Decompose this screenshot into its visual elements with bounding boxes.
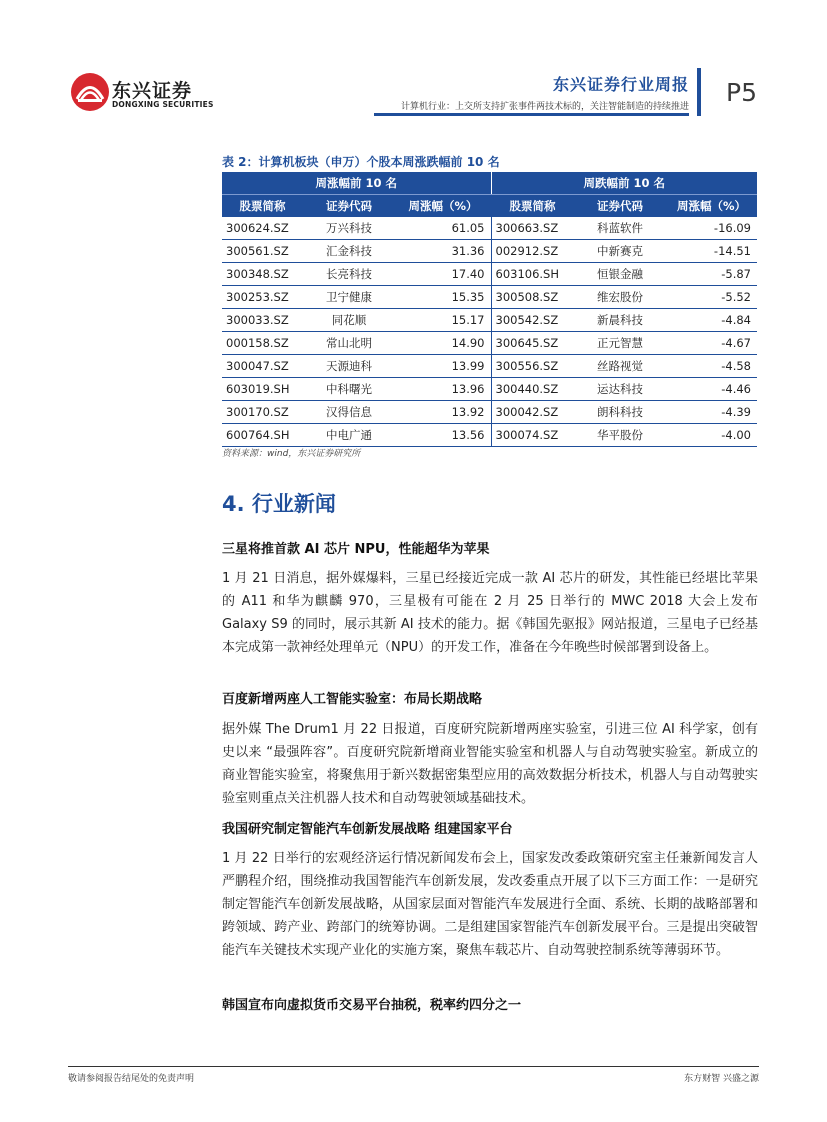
stock-name: 卫宁健康 <box>303 286 395 309</box>
stock-code: 300508.SZ <box>491 286 574 309</box>
stock-code: 300170.SZ <box>222 401 303 424</box>
stock-ranking-table <box>222 172 757 447</box>
group-header-losers: 周跌幅前 10 名 <box>491 172 757 195</box>
stock-code: 300042.SZ <box>491 401 574 424</box>
news-heading: 韩国宣布向虚拟货币交易平台抽税，税率约四分之一 <box>222 998 522 1013</box>
footer-divider <box>68 1066 759 1067</box>
stock-name: 同花顺 <box>303 309 395 332</box>
stock-code: 300645.SZ <box>491 332 574 355</box>
weekly-change: -4.58 <box>666 355 757 378</box>
stock-code: 300663.SZ <box>491 217 574 240</box>
column-header: 周涨幅（%） <box>395 195 491 218</box>
table-row <box>222 309 757 332</box>
weekly-change: -16.09 <box>666 217 757 240</box>
footer-disclaimer: 敬请参阅报告结尾处的免责声明 <box>68 1074 195 1084</box>
stock-code: 300033.SZ <box>222 309 303 332</box>
section-title: 4. 行业新闻 <box>222 492 336 516</box>
stock-code: 300440.SZ <box>491 378 574 401</box>
stock-code: 002912.SZ <box>491 240 574 263</box>
stock-name: 中新赛克 <box>574 240 666 263</box>
stock-name: 华平股份 <box>574 424 666 447</box>
weekly-change: 14.90 <box>395 332 491 355</box>
stock-name: 恒银金融 <box>574 263 666 286</box>
table-row <box>222 263 757 286</box>
news-heading: 我国研究制定智能汽车创新发展战略 组建国家平台 <box>222 822 513 837</box>
stock-code: 300074.SZ <box>491 424 574 447</box>
stock-name: 丝路视觉 <box>574 355 666 378</box>
stock-name: 常山北明 <box>303 332 395 355</box>
column-header: 证券代码 <box>303 195 395 218</box>
header-divider <box>374 113 689 116</box>
table-row <box>222 355 757 378</box>
table-row <box>222 332 757 355</box>
stock-code: 600764.SH <box>222 424 303 447</box>
stock-name: 运达科技 <box>574 378 666 401</box>
weekly-change: -4.00 <box>666 424 757 447</box>
stock-code: 300624.SZ <box>222 217 303 240</box>
weekly-change: -4.46 <box>666 378 757 401</box>
stock-name: 新晨科技 <box>574 309 666 332</box>
weekly-change: 13.92 <box>395 401 491 424</box>
stock-name: 维宏股份 <box>574 286 666 309</box>
stock-code: 300556.SZ <box>491 355 574 378</box>
weekly-change: -4.39 <box>666 401 757 424</box>
news-paragraph: 1 月 21 日消息，据外媒爆料，三星已经接近完成一款 AI 芯片的研发，其性能已经堪比苹果的 A11 和华为麒麟 970，三星极有可能在 2 月 25 日举行的 MWC 2018 大会上发布 Galaxy S9 的同时，展示其新 AI 技术的能力。据《韩国先驱报》网站报道，三星电子已经基本完成第一款神经处理单元（NPU）的开发工作，准备在今年晚些时候部署到设备上。 <box>222 571 758 655</box>
report-title: 东兴证券行业周报 <box>552 75 689 94</box>
table-row <box>222 424 757 447</box>
stock-name: 科蓝软件 <box>574 217 666 240</box>
company-logo <box>70 72 220 118</box>
stock-code: 300561.SZ <box>222 240 303 263</box>
stock-code: 300047.SZ <box>222 355 303 378</box>
table-row <box>222 240 757 263</box>
weekly-change: -4.84 <box>666 309 757 332</box>
table-row <box>222 401 757 424</box>
stock-code: 300348.SZ <box>222 263 303 286</box>
dongxing-logo-icon <box>70 72 110 112</box>
stock-name: 正元智慧 <box>574 332 666 355</box>
stock-code: 300253.SZ <box>222 286 303 309</box>
table-group-header <box>222 172 757 195</box>
page-number: P5 <box>726 78 757 107</box>
weekly-change: 15.17 <box>395 309 491 332</box>
stock-name: 万兴科技 <box>303 217 395 240</box>
report-subtitle: 计算机行业：上交所支持扩张事件两技术标的，关注智能制造的持续推进 <box>400 102 689 112</box>
header-vertical-bar <box>697 68 701 116</box>
weekly-change: -5.52 <box>666 286 757 309</box>
stock-name: 中电广通 <box>303 424 395 447</box>
stock-name: 朗科科技 <box>574 401 666 424</box>
table-row <box>222 378 757 401</box>
news-paragraph: 据外媒 The Drum1 月 22 日报道，百度研究院新增两座实验室，引进三位 AI 科学家，创有史以来 “最强阵容”。百度研究院新增商业智能实验室和机器人与自动驾驶实验室。新成立的商业智能实验室，将聚焦用于新兴数据密集型应用的高效数据分析技术，机器人与自动驾驶实验室则重点关注机器人技术和自动驾驶领域基础技术。 <box>222 722 758 806</box>
table-row <box>222 286 757 309</box>
table-source-note: 资料来源：wind，东兴证券研究所 <box>222 449 361 459</box>
weekly-change: 17.40 <box>395 263 491 286</box>
column-header: 股票简称 <box>222 195 303 218</box>
weekly-change: 13.56 <box>395 424 491 447</box>
logo-english-name: DONGXING SECURITIES <box>112 100 214 109</box>
footer-slogan: 东方财智 兴盛之源 <box>684 1074 759 1084</box>
table-column-header <box>222 195 757 218</box>
weekly-change: 15.35 <box>395 286 491 309</box>
weekly-change: 31.36 <box>395 240 491 263</box>
weekly-change: -5.87 <box>666 263 757 286</box>
table-caption: 表 2：计算机板块（申万）个股本周涨跌幅前 10 名 <box>222 155 500 169</box>
news-heading: 百度新增两座人工智能实验室：布局长期战略 <box>222 692 483 707</box>
stock-code: 300542.SZ <box>491 309 574 332</box>
weekly-change: 13.96 <box>395 378 491 401</box>
logo-chinese-name: 东兴证券 <box>112 80 193 102</box>
column-header: 证券代码 <box>574 195 666 218</box>
stock-name: 中科曙光 <box>303 378 395 401</box>
column-header: 股票简称 <box>491 195 574 218</box>
news-heading: 三星将推首款 AI 芯片 NPU，性能超华为苹果 <box>222 542 490 557</box>
weekly-change: 61.05 <box>395 217 491 240</box>
news-paragraph: 1 月 22 日举行的宏观经济运行情况新闻发布会上，国家发改委政策研究室主任兼新闻发言人严鹏程介绍，围绕推动我国智能汽车创新发展，发改委重点开展了以下三方面工作：一是研究制定智能汽车创新发展战略，从国家层面对智能汽车发展进行全面、系统、长期的战略部署和跨领域、跨产业、跨部门的统筹协调。二是组建国家智能汽车创新发展平台。三是提出突破智能汽车关键技术实现产业化的实施方案，聚焦车载芯片、自动驾驶控制系统等薄弱环节。 <box>222 851 758 958</box>
weekly-change: 13.99 <box>395 355 491 378</box>
stock-name: 长亮科技 <box>303 263 395 286</box>
stock-name: 汉得信息 <box>303 401 395 424</box>
stock-code: 603019.SH <box>222 378 303 401</box>
stock-name: 汇金科技 <box>303 240 395 263</box>
stock-code: 000158.SZ <box>222 332 303 355</box>
stock-code: 603106.SH <box>491 263 574 286</box>
group-header-gainers: 周涨幅前 10 名 <box>222 172 491 195</box>
column-header: 周涨幅（%） <box>666 195 757 218</box>
table-row <box>222 217 757 240</box>
weekly-change: -4.67 <box>666 332 757 355</box>
weekly-change: -14.51 <box>666 240 757 263</box>
stock-name: 天源迪科 <box>303 355 395 378</box>
